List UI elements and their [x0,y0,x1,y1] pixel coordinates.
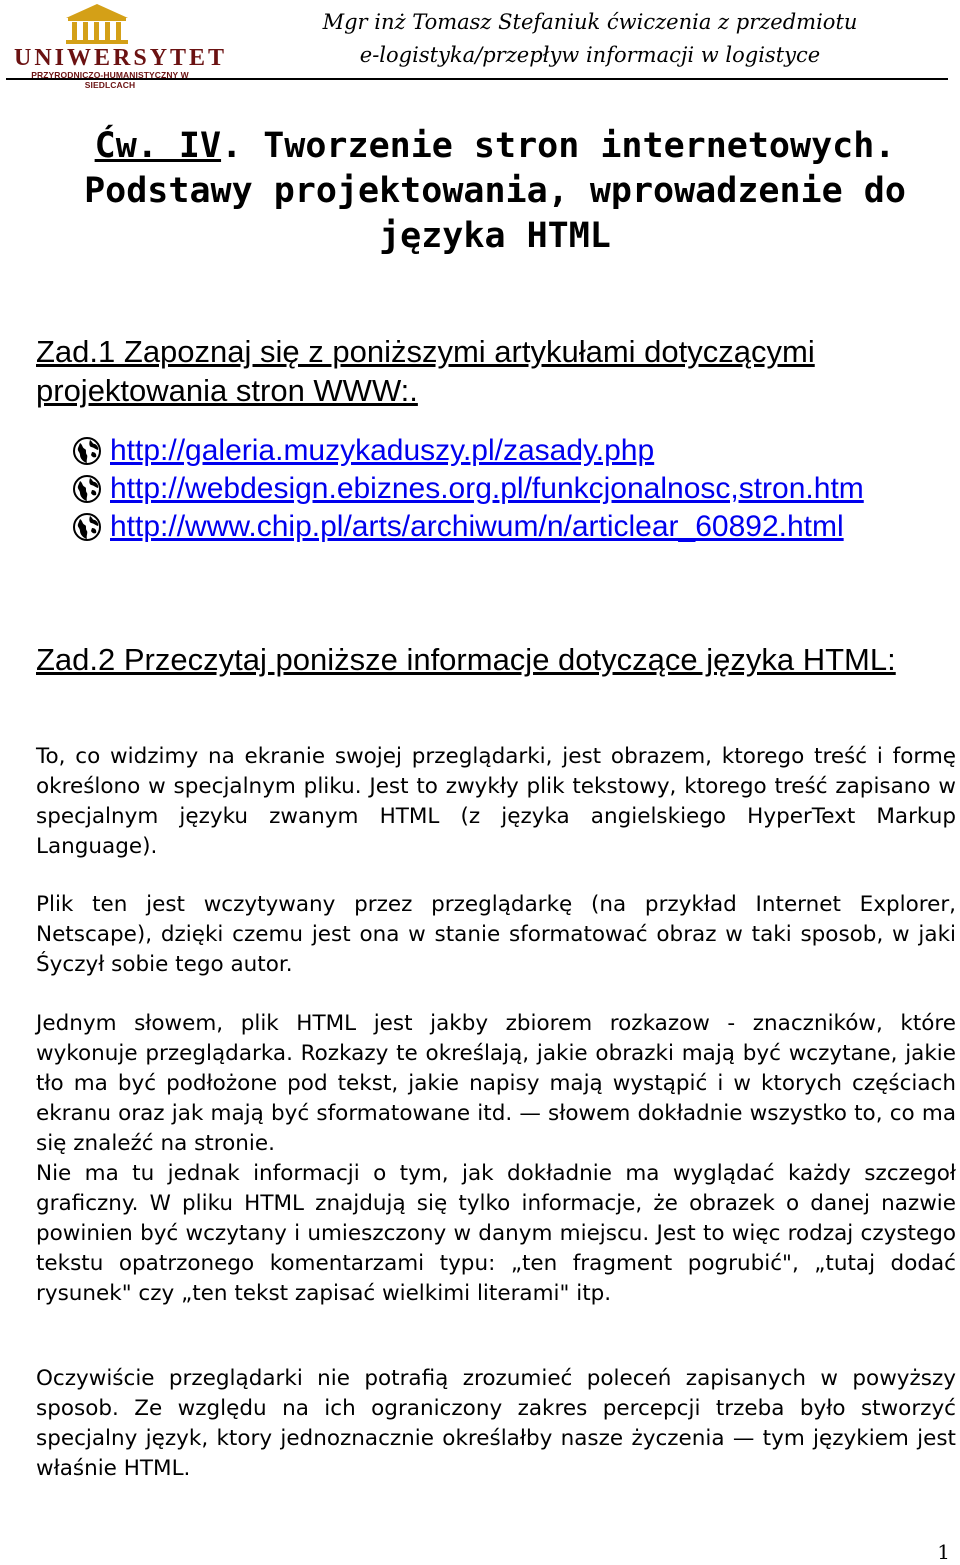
page-number: 1 [937,1540,950,1564]
paragraph-4: Oczywiście przeglądarki nie potrafią zrozumieć poleceń zapisanych w powyższy sposob. Ze względu na ich ograniczony zakres percepcji trzeba było stworzyć specjalny język, ktory jednoznacznie określałby nasze życzenia — tym językiem jest właśnie HTML. [36,1366,956,1481]
paragraph-3-part-b: Nie ma tu jednak informacji o tym, jak dokładnie ma wyglądać każdy szczegoł graficzny. W pliku HTML znajdują się tylko informacje, że obrazek o danej nazwie powinien być wczytany i umieszczony w danym miejscu. Jest to więc rodzaj czystego tekstu opatrzonego komentarzami typu: „ten fragment pogrubić", „tutaj dodać rysunek" czy „ten tekst zapisać wielkimi literami" itp. [36,1161,956,1306]
globe-icon [72,512,102,542]
course-header-line-1: Mgr inż Tomasz Stefaniuk ćwiczenia z przedmiotu [322,10,858,34]
globe-icon [72,436,102,466]
task-1-heading: Zad.1 Zapoznaj się z poniższymi artykułami dotyczącymi projektowania stron WWW:. [36,334,815,408]
document-title [30,124,960,259]
paragraph-3-part-a: Jednym słowem, plik HTML jest jakby zbiorem rozkazow - znaczników, które wykonuje przeglądarka. Rozkazy te określają, jakie obrazki mają być wczytane, jakie tło ma być podłożone pod tekst, jakie napisy mają wystąpić i w ktorych częściach ekranu oraz jak mają być sformatowane itd. — słowem dokładnie wszystko to, co ma się znaleźć na stronie. [36,1011,956,1156]
university-building-icon [62,2,132,46]
course-header-title [240,6,940,72]
article-link-1[interactable]: http://galeria.muzykaduszy.pl/zasady.php [110,434,655,467]
paragraph-2: Plik ten jest wczytywany przez przeglądarkę (na przykład Internet Explorer, Netscape), dzięki czemu jest ona w stanie sformatować obraz w taki sposob, w jaki Śyczył sobie tego autor. [36,892,956,977]
logo-university-subtitle: PRZYRODNICZO-HUMANISTYCZNY W SIEDLCACH [31,70,189,90]
list-item [72,432,864,470]
logo-university-name: UNIWERSYTET [14,45,228,71]
globe-icon [72,474,102,504]
article-link-2[interactable]: http://webdesign.ebiznes.org.pl/funkcjonalnosc,stron.htm [110,472,864,505]
list-item [72,508,864,546]
article-link-3[interactable]: http://www.chip.pl/arts/archiwum/n/articlear_60892.html [110,510,844,543]
task-2-heading: Zad.2 Przeczytaj poniższe informacje dotyczące języka HTML: [36,642,896,677]
course-header-line-2: e-logistyka/przepływ informacji w logistyce [359,43,821,67]
title-line-1 [30,124,960,169]
page-header [0,0,960,90]
article-link-list [72,432,864,546]
header-divider [6,78,948,80]
title-line-3: języka HTML [379,216,611,256]
exercise-number: Ćw. IV [94,126,222,166]
paragraph-1: To, co widzimy na ekranie swojej przeglądarki, jest obrazem, ktorego treść i formę określono w specjalnym pliku. Jest to zwykły plik tekstowy, ktorego treść zapisano w specjalnym języku zwanym HTML (z języka angielskiego HyperText Markup Language). [36,744,956,859]
university-logo [6,2,228,90]
paragraph-3 [36,1009,956,1309]
list-item [72,470,864,508]
title-line-1-rest: . Tworzenie stron internetowych. [221,126,896,166]
title-line-2: Podstawy projektowania, wprowadzenie do [84,171,906,211]
